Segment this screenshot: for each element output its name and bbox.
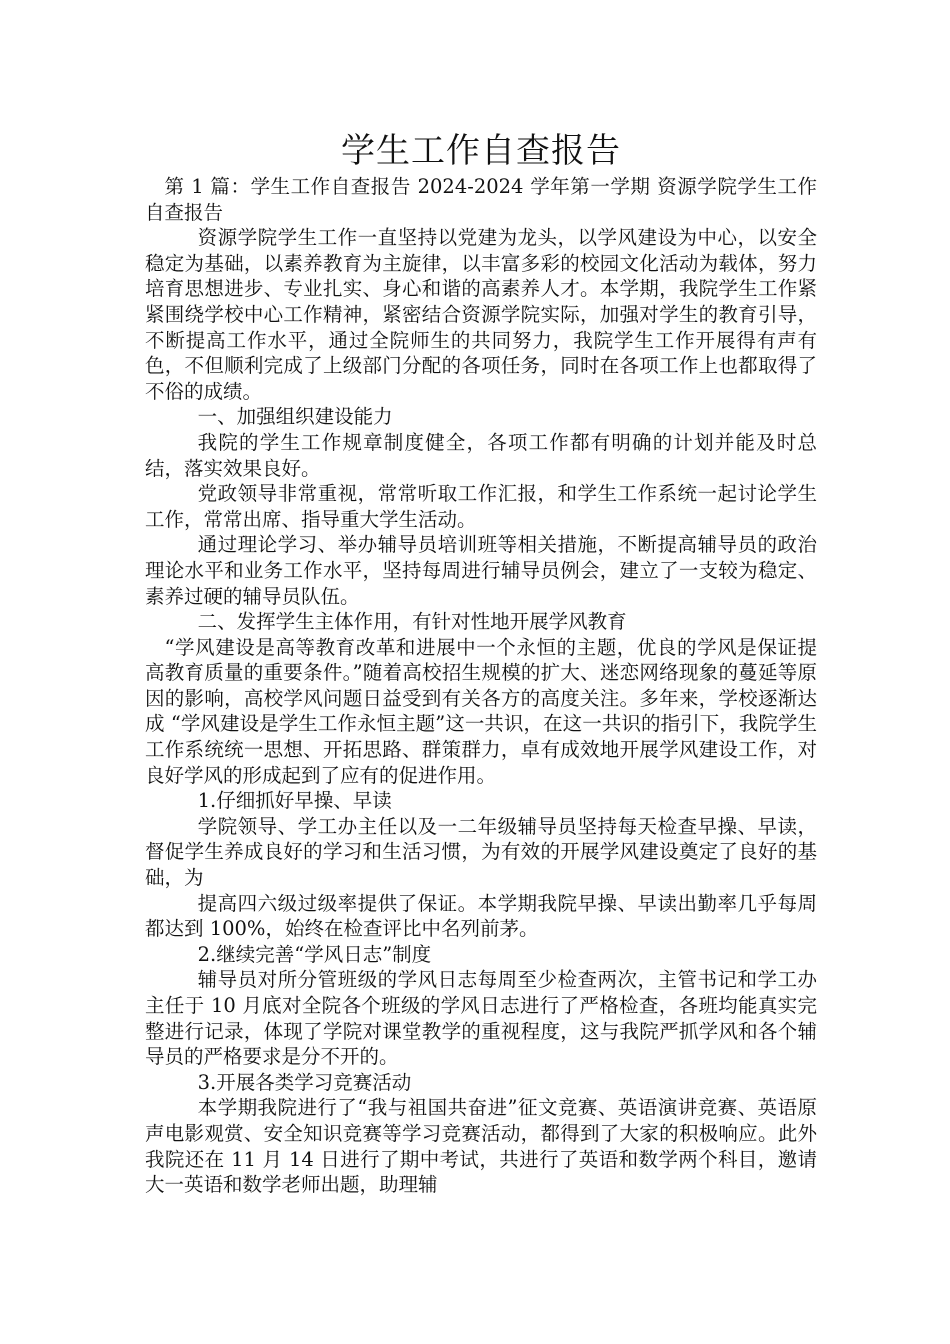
paragraph: 通过理论学习、举办辅导员培训班等相关措施，不断提高辅导员的政治理论水平和业务工作水平，坚持每周进行辅导员例会，建立了一支较为稳定、素养过硬的辅导员队伍。 <box>145 533 817 608</box>
paragraph: “学风建设是高等教育改革和进展中一个永恒的主题，优良的学风是保证提高教育质量的重要条件。”随着高校招生规模的扩大、迷恋网络现象的蔓延等原因的影响，高校学风问题日益受到有关各方的高度关注。多年来，学校逐渐达成 “学风建设是学生工作永恒主题”这一共识，在这一共识的指引下，我院学生工作系统统一思想、开拓思路、群策群力，卓有成效地开展学风建设工作，对良好学风的形成起到了应有的促进作用。 <box>145 635 817 787</box>
paragraph: 辅导员对所分管班级的学风日志每周至少检查两次，主管书记和学工办主任于 10 月底对全院各个班级的学风日志进行了严格检查，各班均能真实完整进行记录，体现了学院对课堂教学的重视程度，这与我院严抓学风和各个辅导员的严格要求是分不开的。 <box>145 968 817 1069</box>
section-heading-2: 二、发挥学生主体作用，有针对性地开展学风教育 <box>197 610 627 634</box>
subsection-heading-1: 1.仔细抓好早操、早读 <box>197 789 392 813</box>
document-page <box>145 128 817 1198</box>
subsection-heading-2: 2.继续完善“学风日志”制度 <box>197 942 432 966</box>
article-heading: 第 1 篇：学生工作自查报告 2024-2024 学年第一学期 资源学院学生工作自查报告 <box>145 175 817 224</box>
document-title: 学生工作自查报告 <box>341 131 621 171</box>
subsection-heading-3: 3.开展各类学习竞赛活动 <box>197 1070 412 1094</box>
paragraph: 本学期我院进行了“我与祖国共奋进”征文竞赛、英语演讲竞赛、英语原声电影观赏、安全知识竞赛等学习竞赛活动，都得到了大家的积极响应。此外我院还在 11 月 14 日进行了期中考试，共进行了英语和数学两个科目，邀请大一英语和数学老师出题，助理辅 <box>145 1096 817 1197</box>
intro-paragraph: 资源学院学生工作一直坚持以党建为龙头，以学风建设为中心，以安全稳定为基础，以素养教育为主旋律，以丰富多彩的校园文化活动为载体，努力培育思想进步、专业扎实、身心和谐的高素养人才。本学期，我院学生工作紧紧围绕学校中心工作精神，紧密结合资源学院实际，加强对学生的教育引导，不断提高工作水平，通过全院师生的共同努力，我院学生工作开展得有声有色，不但顺利完成了上级部门分配的各项任务，同时在各项工作上也都取得了不俗的成绩。 <box>145 226 817 403</box>
paragraph: 提高四六级过级率提供了保证。本学期我院早操、早读出勤率几乎每周都达到 100%，始终在检查评比中名列前茅。 <box>145 891 817 941</box>
paragraph: 党政领导非常重视，常常听取工作汇报，和学生工作系统一起讨论学生工作，常常出席、指导重大学生活动。 <box>145 482 817 531</box>
paragraph: 学院领导、学工办主任以及一二年级辅导员坚持每天检查早操、早读，督促学生养成良好的学习和生活习惯，为有效的开展学风建设奠定了良好的基础，为 <box>145 814 817 890</box>
paragraph: 我院的学生工作规章制度健全，各项工作都有明确的计划并能及时总结，落实效果良好。 <box>145 430 817 480</box>
section-heading-1: 一、加强组织建设能力 <box>197 405 393 429</box>
